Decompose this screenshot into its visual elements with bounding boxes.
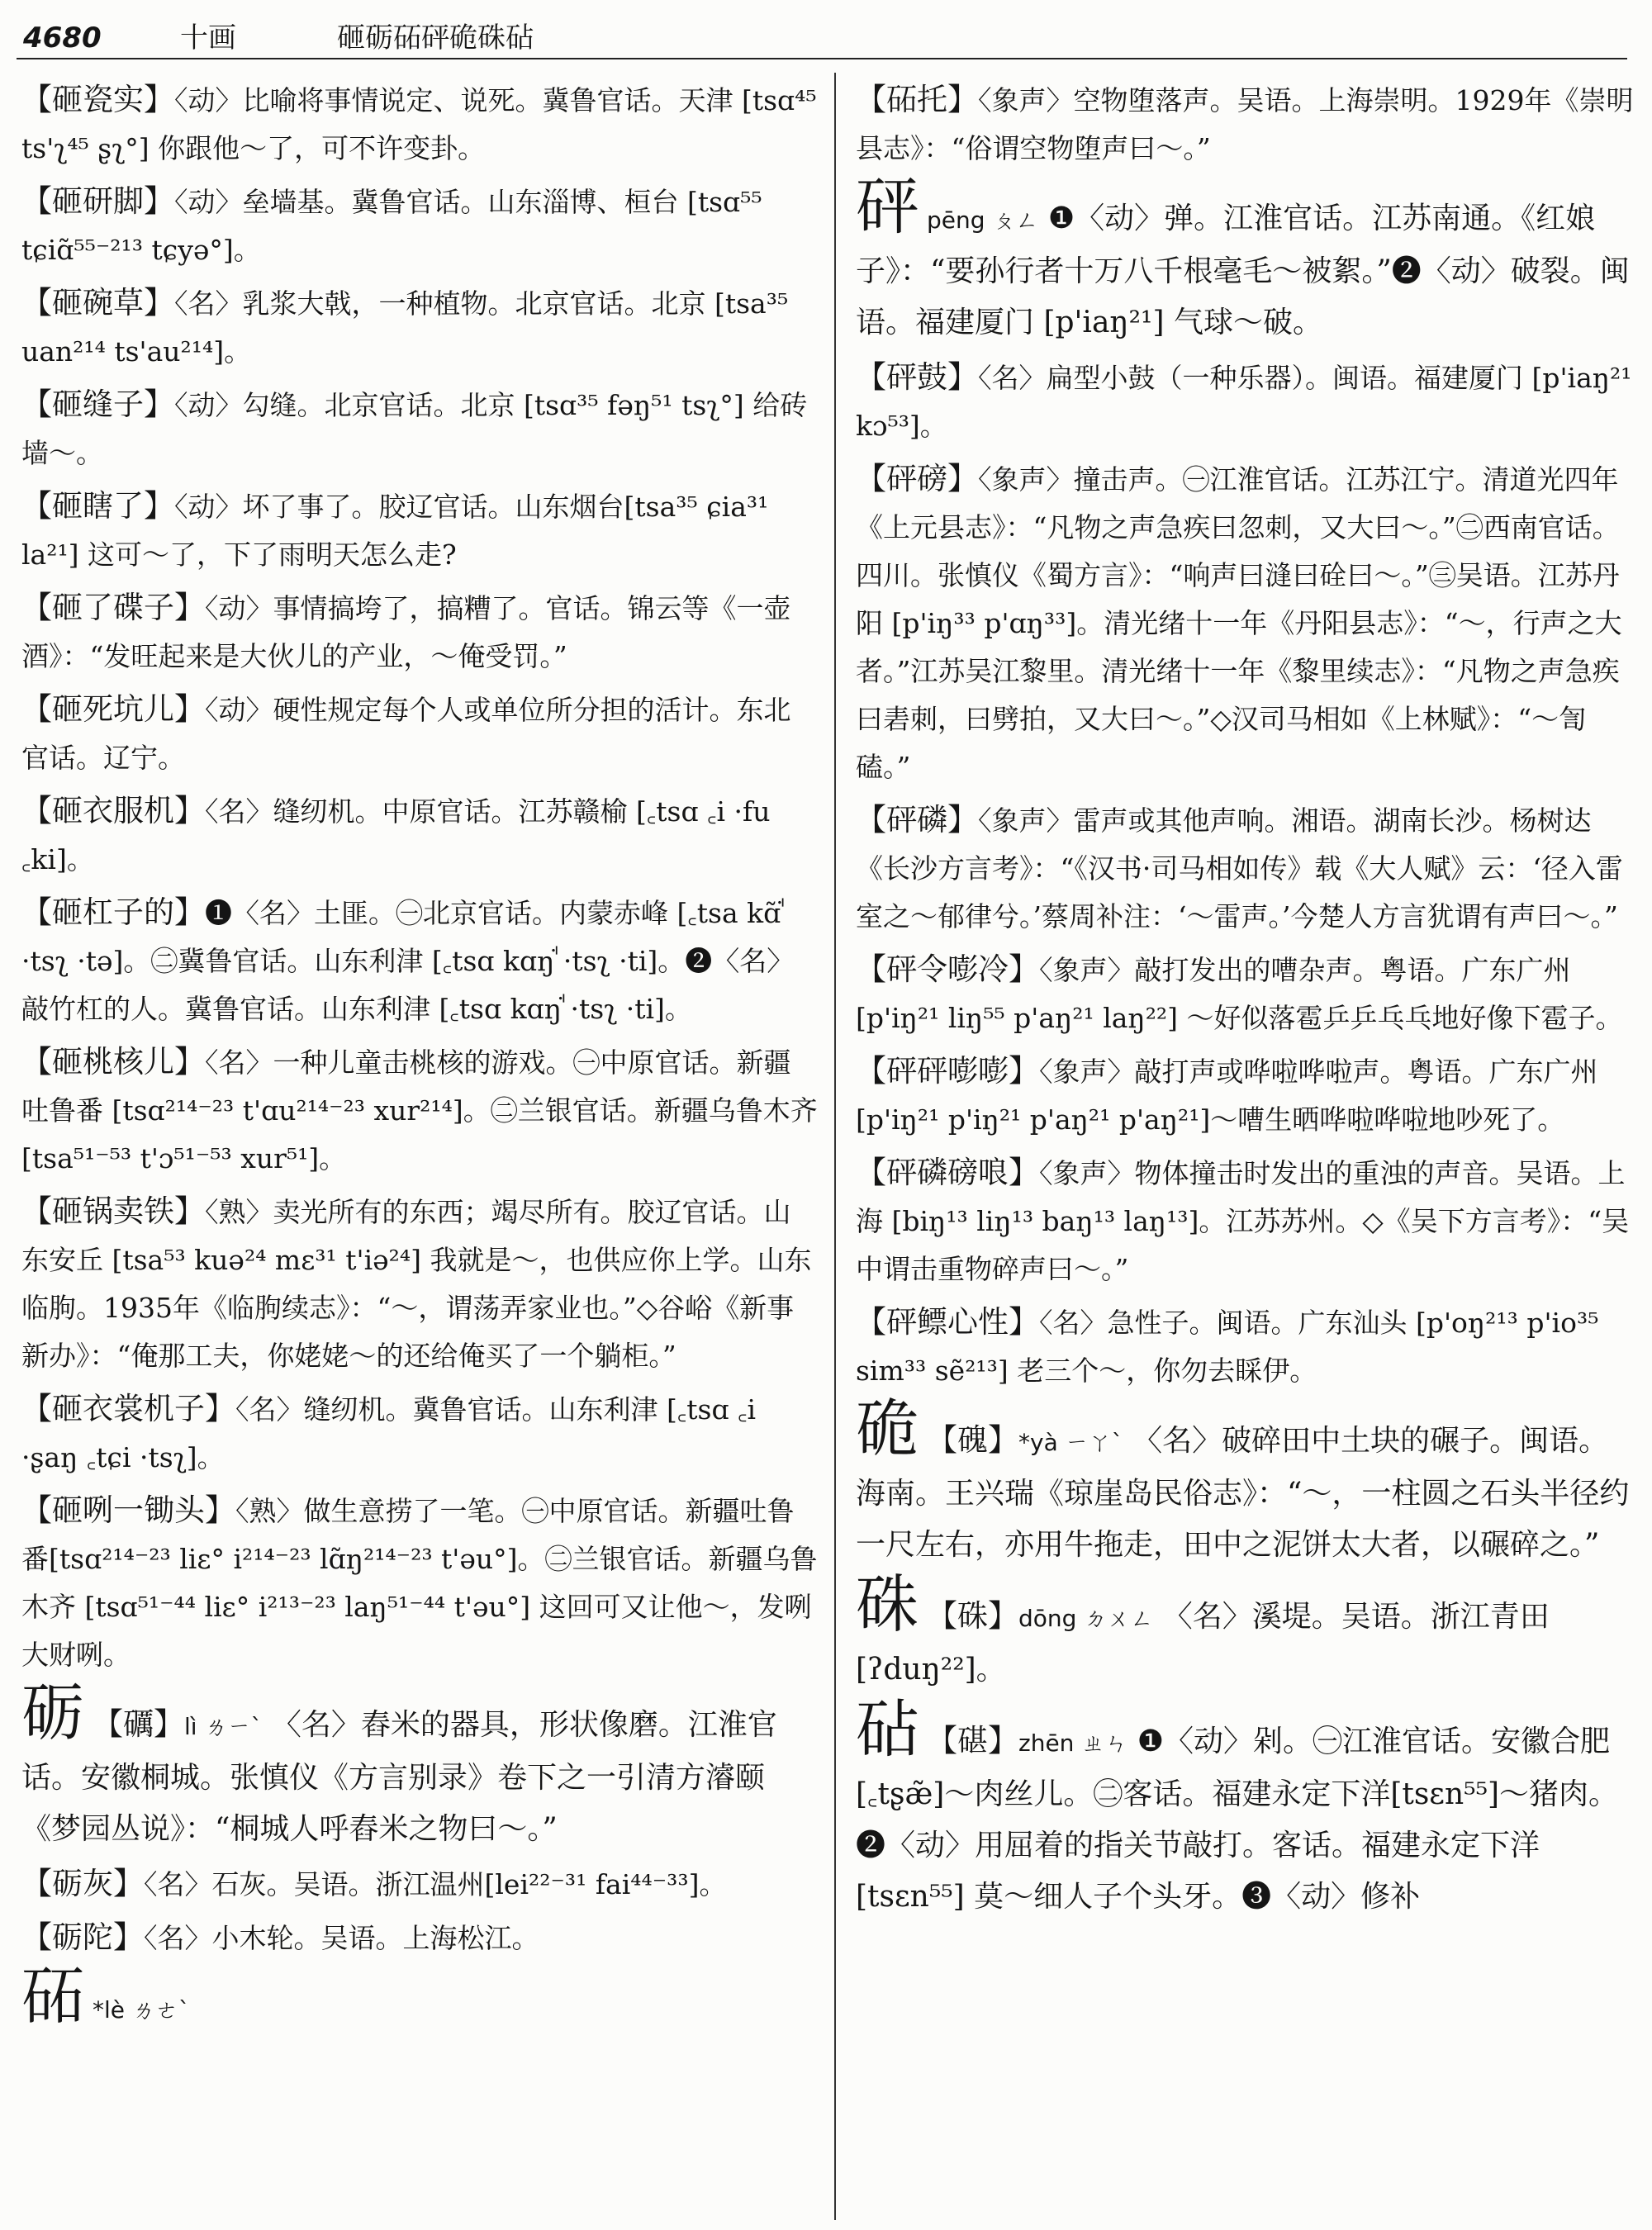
word-entry xyxy=(21,889,818,1033)
entry-definition: 〈象声〉敲打发出的嘈杂声。粤语。广东广州 [p'iŋ²¹ liŋ⁵⁵ p'aŋ²¹ laŋ²²] ～好似落雹乒乒乓乓地好像下雹子。 xyxy=(856,954,1623,1034)
entry-headword: 【砸杠子的】 xyxy=(21,894,205,930)
word-entry xyxy=(21,482,818,579)
entry-definition: 〈动〉垒墙基。冀鲁官话。山东淄博、桓台 [tsɑ⁵⁵ tɕiɑ̃⁵⁵⁻²¹³ tɕyə°]。 xyxy=(21,186,762,266)
word-entry xyxy=(21,1385,818,1482)
entry-headword: 【砸咧一锄头】 xyxy=(21,1492,235,1528)
entry-character: 砺 xyxy=(21,1676,84,1749)
word-entry xyxy=(21,584,818,681)
word-entry xyxy=(21,76,818,173)
entry-definition: 〈熟〉做生意捞了一笔。㊀中原官话。新疆吐鲁番[tsɑ²¹⁴⁻²³ liɛ° i²¹⁴⁻²³ lɑ̃ŋ²¹⁴⁻²³ t'əu°]。㊁兰银官话。新疆乌鲁木齐 [tsɑ⁵¹⁻⁴⁴ liɛ° i²¹³⁻²³ laŋ⁵¹⁻⁴⁴ t'əu°] 这回可又让他～，发咧大财咧。 xyxy=(21,1495,818,1671)
right-column xyxy=(856,76,1635,1928)
character-entry xyxy=(856,1392,1635,1571)
entry-definition: 〈象声〉敲打声或哗啦哗啦声。粤语。广东广州 [p'iŋ²¹ p'iŋ²¹ p'aŋ²¹ p'aŋ²¹]～嘈生晒哗啦哗啦地吵死了。 xyxy=(856,1056,1598,1136)
entry-headword: 【砰令嘭冷】 xyxy=(856,951,1039,987)
word-entry xyxy=(856,455,1635,791)
entry-headword: 【砸死坑儿】 xyxy=(21,691,205,727)
character-entry xyxy=(856,1692,1635,1923)
entry-headword: 【砸研脚】 xyxy=(21,183,174,219)
entry-definition: 〈象声〉撞击声。㊀江淮官话。江苏江宁。清道光四年《上元县志》：“凡物之声急疾曰忽刺，又大曰～。”㊁西南官话。四川。张慎仪《蜀方言》：“响声曰漨曰硂曰～。”㊂吴语。江苏丹阳 [p'iŋ³³ p'ɑŋ³³]。清光绪十一年《丹阳县志》：“～，行声之大者。”江苏吴江黎里。清光绪十一年《黎里续志》：“凡物之声急疾曰砉刺，曰劈拍，又大曰～。”◇汉司马相如《上林赋》：“～訇磕。” xyxy=(856,463,1622,783)
word-entry xyxy=(21,1038,818,1183)
page-head-chars: 砸砺砳砰硊硃砧 xyxy=(337,21,534,55)
entry-definition: 〈名〉急性子。闽语。广东汕头 [p'oŋ²¹³ p'io³⁵ sim³³ sẽ²¹³] 老三个～，你勿去睬伊。 xyxy=(856,1307,1599,1387)
entry-headword: 【砰砰嘭嘭】 xyxy=(856,1053,1039,1089)
entry-headword: 【砸衣裳机子】 xyxy=(21,1391,235,1426)
character-entry xyxy=(856,169,1635,349)
entry-headword: 【磈】 xyxy=(927,1422,1018,1458)
entry-character: 砳 xyxy=(21,1959,84,2033)
column-divider xyxy=(834,73,836,2220)
word-entry xyxy=(856,796,1635,941)
entry-headword: 【硃】 xyxy=(927,1598,1018,1634)
entry-definition: 〈熟〉卖光所有的东西；竭尽所有。胶辽官话。山东安丘 [tsa⁵³ kuə²⁴ mɛ³¹ t'iə²⁴] 我就是～，也供应你上学。山东临朐。1935年《临朐续志》：“～，谓荡弄家业也。”◇谷峪《新事新办》：“俺那工夫，你姥姥～的还给俺买了一个躺柜。” xyxy=(21,1196,812,1372)
entry-definition: 〈名〉破碎田中土块的碾子。闽语。海南。王兴瑞《琼崖岛民俗志》：“～，一柱圆之石头半径约一尺左右，亦用牛拖走，田中之泥饼太大者，以碾碎之。” xyxy=(856,1424,1630,1562)
entry-headword: 【碪】 xyxy=(927,1723,1018,1758)
entry-definition: 〈名〉缝纫机。中原官话。江苏赣榆 [꜀tsɑ ꜀i ·fu ꜀ki]。 xyxy=(21,795,771,875)
entry-definition: 〈名〉乳浆大戟，一种植物。北京官话。北京 [tsa³⁵ uan²¹⁴ ts'au²¹⁴]。 xyxy=(21,287,789,368)
word-entry xyxy=(21,1188,818,1380)
word-entry xyxy=(21,1860,818,1909)
word-entry xyxy=(21,279,818,376)
character-entry xyxy=(21,1676,818,1855)
word-entry xyxy=(856,1149,1635,1293)
entry-headword: 【砸桃核儿】 xyxy=(21,1044,205,1079)
entry-definition: 〈名〉扁型小鼓（一种乐器）。闽语。福建厦门 [p'iaŋ²¹ kɔ⁵³]。 xyxy=(856,362,1632,442)
word-entry xyxy=(856,946,1635,1042)
word-entry xyxy=(21,381,818,477)
entry-definition: 〈象声〉空物堕落声。吴语。上海崇明。1929年《崇明县志》：“俗谓空物堕声曰～。” xyxy=(856,84,1634,164)
entry-headword: 【砰磅】 xyxy=(856,461,978,496)
entry-headword: 【砸碗草】 xyxy=(21,285,174,320)
entry-character: 砰 xyxy=(856,169,919,243)
character-entry xyxy=(856,1568,1635,1696)
word-entry xyxy=(21,787,818,884)
page-header xyxy=(23,15,1626,56)
entry-character: 硃 xyxy=(856,1568,919,1641)
section-label: 十画 xyxy=(180,21,236,55)
entry-pinyin: *lè ㄌㄜˋ xyxy=(93,1996,190,2024)
entry-headword: 【砸缝子】 xyxy=(21,387,174,422)
entry-definition: 〈动〉硬性规定每个人或单位所分担的活计。东北官话。辽宁。 xyxy=(21,694,791,774)
entry-definition: 〈名〉小木轮。吴语。上海松江。 xyxy=(144,1922,539,1954)
entry-pinyin: lì ㄌㄧˋ xyxy=(184,1713,263,1740)
entry-headword: 【砳托】 xyxy=(856,82,978,117)
entry-definition: ❶〈动〉弹。江淮官话。江苏南通。《红娘子》：“要孙行者十万八千根毫毛～被絮。”❷〈动〉破裂。闽语。福建厦门 [p'iaŋ²¹] 气球～破。 xyxy=(856,202,1630,339)
word-entry xyxy=(21,686,818,782)
word-entry xyxy=(856,353,1635,450)
entry-headword: 【砺陀】 xyxy=(21,1919,144,1955)
entry-definition: 〈动〉比喻将事情说定、说死。冀鲁官话。天津 [tsɑ⁴⁵ ts'ʅ⁴⁵ ʂʅ°] 你跟他～了，可不许变卦。 xyxy=(21,84,817,164)
entry-headword: 【砰鼓】 xyxy=(856,359,978,395)
word-entry xyxy=(856,1298,1635,1395)
header-rule xyxy=(17,58,1627,59)
word-entry xyxy=(21,1914,818,1962)
entry-headword: 【砺灰】 xyxy=(21,1866,144,1901)
entry-pinyin: pēng ㄆㄥ xyxy=(927,206,1039,234)
page-number: 4680 xyxy=(23,21,102,55)
entry-definition: 〈名〉一种儿童击桃核的游戏。㊀中原官话。新疆吐鲁番 [tsɑ²¹⁴⁻²³ t'ɑu²¹⁴⁻²³ xur²¹⁴]。㊁兰银官话。新疆乌鲁木齐[tsa⁵¹⁻⁵³ t'ɔ⁵¹⁻⁵³ xur⁵¹]。 xyxy=(21,1046,818,1174)
entry-headword: 【砸了碟子】 xyxy=(21,590,205,625)
word-entry xyxy=(856,76,1635,173)
entry-definition: 〈名〉舂米的器具，形状像磨。江淮官话。安徽桐城。张慎仪《方言别录》卷下之一引清方濬颐《梦园丛说》：“桐城人呼舂米之物曰～。” xyxy=(21,1708,777,1846)
entry-pinyin: dōng ㄉㄨㄥ xyxy=(1018,1605,1154,1632)
entry-pinyin: *yà ㄧㄚˋ xyxy=(1018,1429,1123,1456)
entry-headword: 【砰磷】 xyxy=(856,802,978,837)
entry-definition: 〈动〉坏了事了。胶辽官话。山东烟台[tsa³⁵ ɕia³¹ la²¹] 这可～了，下了雨明天怎么走? xyxy=(21,491,769,571)
entry-headword: 【砸瞎了】 xyxy=(21,488,174,524)
entry-definition: 〈动〉勾缝。北京官话。北京 [tsɑ³⁵ fəŋ⁵¹ tsʅ°] 给砖墙～。 xyxy=(21,389,808,469)
entry-definition: ❶〈动〉剁。㊀江淮官话。安徽合肥[꜀tʂæ̃]～肉丝儿。㊁客话。福建永定下洋[tsɛn⁵⁵]～猪肉。❷〈动〉用屈着的指关节敲打。客话。福建永定下洋 [tsɛn⁵⁵] 莫～细人子个头牙。❸〈动〉修补 xyxy=(856,1725,1619,1914)
entry-definition: 〈名〉缝纫机。冀鲁官话。山东利津 [꜀tsɑ ꜀i ·ʂaŋ ꜀tɕi ·tsʅ]。 xyxy=(21,1393,757,1473)
entry-headword: 【砰磷磅哴】 xyxy=(856,1155,1039,1190)
entry-headword: 【砸锅卖铁】 xyxy=(21,1193,205,1229)
entry-headword: 【砸衣服机】 xyxy=(21,793,205,828)
entry-pinyin: zhēn ㄓㄣ xyxy=(1018,1729,1128,1757)
entry-definition: 〈名〉石灰。吴语。浙江温州[lei²²⁻³¹ fai⁴⁴⁻³³]。 xyxy=(144,1868,727,1900)
word-entry xyxy=(21,1487,818,1679)
entry-definition: 〈象声〉雷声或其他声响。湘语。湖南长沙。杨树达《长沙方言考》：“《汉书·司马相如传》载《大人赋》云：‘径入雷室之～郁律兮。’蔡周补注：‘～雷声。’今楚人方言犹谓有声曰～。” xyxy=(856,804,1623,932)
entry-character: 硊 xyxy=(856,1392,919,1465)
character-entry xyxy=(21,1959,818,2036)
entry-definition: 〈名〉溪堤。吴语。浙江青田 [ʔduŋ²²]。 xyxy=(856,1600,1550,1687)
word-entry xyxy=(856,1047,1635,1144)
entry-definition: ❶〈名〉土匪。㊀北京官话。内蒙赤峰 [꜀tsa kɑ̃ꜗ ·tsʅ ·tə]。㊁冀鲁官话。山东利津 [꜀tsɑ kɑŋꜗ ·tsʅ ·ti]。❷〈名〉敲竹杠的人。冀鲁官话。山东利津 [꜀tsɑ kɑŋꜗ ·tsʅ ·ti]。 xyxy=(21,897,795,1025)
entry-headword: 【砸瓷实】 xyxy=(21,82,174,117)
entry-headword: 【砰鳔心性】 xyxy=(856,1304,1039,1340)
left-column xyxy=(21,76,818,2041)
entry-headword: 【礪】 xyxy=(93,1706,184,1742)
word-entry xyxy=(21,178,818,274)
entry-definition: 〈动〉事情搞垮了，搞糟了。官话。锦云等《一壶酒》：“发旺起来是大伙儿的产业，～俺受罚。” xyxy=(21,592,791,672)
entry-definition: 〈象声〉物体撞击时发出的重浊的声音。吴语。上海 [biŋ¹³ liŋ¹³ baŋ¹³ laŋ¹³]。江苏苏州。◇《吴下方言考》：“吴中谓击重物碎声曰～。” xyxy=(856,1157,1630,1285)
entry-character: 砧 xyxy=(856,1692,919,1766)
